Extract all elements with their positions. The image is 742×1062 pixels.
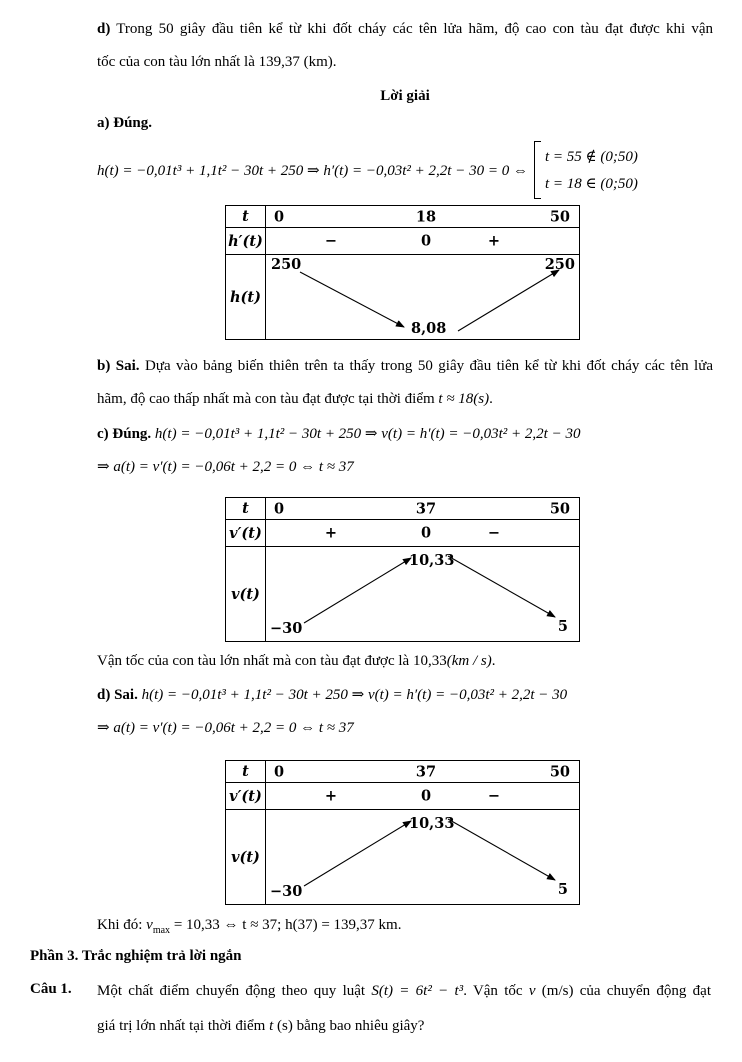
derivative-row-values bbox=[266, 783, 579, 809]
question-1-line2 bbox=[97, 1016, 713, 1036]
part-b-text: Dựa vào bảng biến thiên trên ta thấy trong 50 giây đầu tiên kể từ khi đốt cháy các tên lửa bbox=[145, 358, 713, 374]
q1-text-2: . Vận tốc bbox=[463, 983, 529, 999]
part-a-formula-row bbox=[97, 141, 638, 199]
derivative-row-values bbox=[266, 520, 579, 546]
case-2: t = 18 ∈ (0;50) bbox=[544, 175, 638, 192]
final-prefix: Khi đó: bbox=[97, 917, 147, 933]
v-value-max: 10,33 bbox=[409, 815, 455, 832]
part-b-line2-text: hãm, độ cao thấp nhất mà con tàu đạt được tại thời điểm bbox=[97, 391, 439, 407]
t-row-values bbox=[266, 761, 579, 782]
sign-right: − bbox=[487, 787, 501, 805]
statement-d-label: d) bbox=[97, 21, 111, 37]
v-value-end: 5 bbox=[557, 881, 568, 898]
t-row bbox=[226, 498, 579, 519]
final-conclusion bbox=[97, 915, 713, 941]
t-value-start: 0 bbox=[274, 208, 285, 225]
t-value-mid: 37 bbox=[415, 500, 437, 517]
variation-table-v-1 bbox=[225, 497, 580, 642]
part-c-label: c) Đúng. bbox=[97, 426, 152, 442]
v-value-start: −30 bbox=[270, 883, 303, 900]
function-row-values bbox=[266, 255, 579, 339]
final-v: v bbox=[146, 917, 153, 933]
solution-heading: Lời giải bbox=[380, 88, 430, 104]
derivative-row-label: v′(t) bbox=[226, 520, 266, 546]
statement-d-text: Trong 50 giây đầu tiên kể từ khi đốt cháy các tên lửa hãm, độ cao con tàu đạt được khi vận bbox=[116, 21, 713, 37]
question-1-line1 bbox=[97, 981, 711, 1001]
t-row-values bbox=[266, 206, 579, 227]
question-1-label: Câu 1. bbox=[30, 981, 72, 997]
part-c-formula1: h(t) = −0,01t³ + 1,1t² − 30t + 250 ⇒ v(t) = h′(t) = −0,03t² + 2,2t − 30 bbox=[154, 426, 581, 442]
sign-right: − bbox=[487, 524, 501, 542]
derivative-row bbox=[226, 519, 579, 546]
v-value-max: 10,33 bbox=[409, 552, 455, 569]
h-value-min: 8,08 bbox=[411, 320, 447, 337]
sign-left: − bbox=[324, 232, 338, 250]
t-row-values bbox=[266, 498, 579, 519]
q1-line2-text-2: (s) bằng bao nhiêu giây? bbox=[273, 1018, 425, 1034]
derivative-row bbox=[226, 782, 579, 809]
part-c-formula2: ⇒ a(t) = v′(t) = −0,06t + 2,2 = 0 ⇔ t ≈ 37 bbox=[97, 459, 354, 475]
part-d-label: d) Sai. bbox=[97, 687, 138, 703]
function-row-values bbox=[266, 810, 579, 904]
part-c-line1 bbox=[97, 424, 713, 444]
derivative-row-label: v′(t) bbox=[226, 783, 266, 809]
sign-zero: 0 bbox=[420, 787, 432, 805]
q1-text-1: Một chất điểm chuyển động theo quy luật bbox=[97, 983, 372, 999]
part-b-line2-end: . bbox=[489, 391, 493, 407]
function-row-label: v(t) bbox=[226, 810, 266, 904]
v-value-end: 5 bbox=[557, 618, 568, 635]
q1-math-2: v bbox=[528, 983, 536, 999]
sign-left: + bbox=[324, 787, 338, 805]
q1-math-1: S(t) = 6t² − t³ bbox=[371, 983, 464, 999]
q1-text-3: (m/s) của chuyển động đạt bbox=[535, 983, 712, 999]
t-row bbox=[226, 761, 579, 782]
conclusion-c-text: Vận tốc của con tàu lớn nhất mà con tàu đạt được là 10,33 bbox=[97, 653, 447, 669]
statement-d-line2: tốc của con tàu lớn nhất là 139,37 (km). bbox=[97, 54, 337, 70]
function-row-label: v(t) bbox=[226, 547, 266, 641]
conclusion-c-math: (km / s) bbox=[446, 653, 492, 669]
case-1: t = 55 ∉ (0;50) bbox=[544, 148, 638, 165]
part-d-formula1: h(t) = −0,01t³ + 1,1t² − 30t + 250 ⇒ v(t) = h′(t) = −0,03t² + 2,2t − 30 bbox=[141, 687, 568, 703]
sign-zero: 0 bbox=[420, 524, 432, 542]
t-row-label: t bbox=[226, 206, 266, 227]
function-row bbox=[226, 254, 579, 339]
conclusion-c-end: . bbox=[491, 653, 496, 669]
t-value-mid: 37 bbox=[415, 763, 437, 780]
q1-line2-text-1: giá trị lớn nhất tại thời điểm bbox=[97, 1018, 270, 1034]
t-row-label: t bbox=[226, 761, 266, 782]
variation-table-h bbox=[225, 205, 580, 340]
function-row bbox=[226, 546, 579, 641]
derivative-row-label: h′(t) bbox=[226, 228, 266, 254]
cases-bracket bbox=[534, 141, 541, 199]
function-row-label: h(t) bbox=[226, 255, 266, 339]
part3-heading: Phần 3. Trắc nghiệm trả lời ngắn bbox=[30, 948, 242, 964]
h-value-end: 250 bbox=[544, 256, 575, 273]
derivative-row-values bbox=[266, 228, 579, 254]
function-row bbox=[226, 809, 579, 904]
t-value-mid: 18 bbox=[415, 208, 437, 225]
statement-d-line1 bbox=[97, 19, 713, 39]
part-a-formula: h(t) = −0,01t³ + 1,1t² − 30t + 250 ⇒ h′(t) = −0,03t² + 2,2t − 30 = 0 ⇔ bbox=[97, 162, 528, 179]
h-value-start: 250 bbox=[271, 256, 302, 273]
t-value-start: 0 bbox=[274, 763, 285, 780]
derivative-row bbox=[226, 227, 579, 254]
part-d-formula2: ⇒ a(t) = v′(t) = −0,06t + 2,2 = 0 ⇔ t ≈ 37 bbox=[97, 720, 354, 736]
t-value-end: 50 bbox=[549, 500, 570, 517]
t-value-start: 0 bbox=[274, 500, 285, 517]
part-b-line1 bbox=[97, 356, 713, 376]
part-a-label: a) Đúng. bbox=[97, 115, 153, 131]
conclusion-c bbox=[97, 651, 713, 671]
final-rest: = 10,33 ⇔ t ≈ 37; h(37) = 139,37 km. bbox=[170, 917, 402, 933]
variation-table-v-2 bbox=[225, 760, 580, 905]
t-row-label: t bbox=[226, 498, 266, 519]
part-b-label: b) Sai. bbox=[97, 358, 140, 374]
t-value-end: 50 bbox=[549, 763, 570, 780]
sign-zero: 0 bbox=[420, 232, 432, 250]
part-b-line2 bbox=[97, 389, 713, 409]
t-row bbox=[226, 206, 579, 227]
part-d-line1 bbox=[97, 685, 713, 705]
v-value-start: −30 bbox=[270, 620, 303, 637]
sign-left: + bbox=[324, 524, 338, 542]
function-row-values bbox=[266, 547, 579, 641]
q1-line2-math: t bbox=[269, 1018, 274, 1034]
part-b-line2-math: t ≈ 18(s) bbox=[438, 391, 490, 407]
cases-list bbox=[545, 148, 638, 193]
sign-right: + bbox=[487, 232, 501, 250]
t-value-end: 50 bbox=[549, 208, 570, 225]
final-v-subscript: max bbox=[152, 925, 171, 936]
